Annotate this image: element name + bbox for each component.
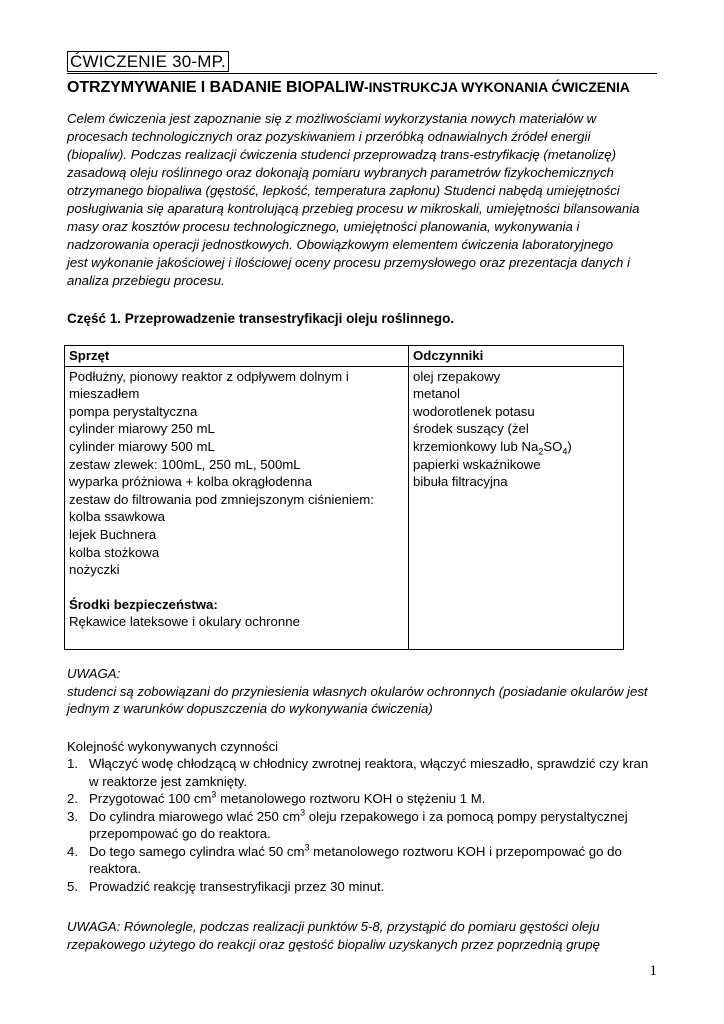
reagents-cell: olej rzepakowy metanol wodorotlenek potasu środek suszący (żel krzemionkowy lub $Na_2SO_4$) papierki wskaźnikowe bibuła filtracyjna xyxy=(409,366,624,649)
title-sub: -INSTRUKCJA WYKONANIA ĆWICZENIA xyxy=(364,79,630,95)
equipment-cell: Podłużny, pionowy reaktor z odpływem dolnym i mieszadłem pompa perystaltyczna cylinder miarowy 250 mL cylinder miarowy 500 mL zestaw zlewek: 100mL, 250 mL, 500mL wyparka próżniowa + kolba okrągłodenna zestaw do filtrowania pod zmniejszonym ciśnieniem: kolba ssawkowa lejek Buchnera kolba stożkowa nożyczki Środki bezpieczeństwa: Rękawice lateksowe i okulary ochronne xyxy=(65,366,409,649)
document-title xyxy=(67,77,630,98)
warning-2: UWAGA: Równolegle, podczas realizacji punktów 5-8, przystąpić do pomiaru gęstości oleju rzepakowego użytego do reakcji oraz gęstość biopaliw uzyskanych przez poprzednią grupę xyxy=(67,919,600,952)
equipment-table xyxy=(64,345,624,650)
exercise-label: ĆWICZENIE 30-MP. xyxy=(67,52,229,72)
part1-heading: Część 1. Przeprowadzenie transestryfikacji oleju roślinnego. xyxy=(67,311,455,326)
step-item: 4. Do tego samego cylindra wlać 50 $cm^3$ metanolowego roztworu KOH i przepompować go do reaktora. xyxy=(67,842,622,876)
step-item: 3. Do cylindra miarowego wlać 250 $cm^3$ oleju rzepakowego i za pomocą pompy perystaltycznej przepompować go do reaktora. xyxy=(67,807,628,841)
page-number: 1 xyxy=(649,963,657,979)
step-item: 2. Przygotować 100 $cm^3$ metanolowego roztworu KOH o stężeniu 1 M. xyxy=(67,789,486,806)
steps-title: Kolejność wykonywanych czynności xyxy=(67,739,279,754)
header-rule xyxy=(67,73,657,74)
equipment-header: Sprzęt xyxy=(65,346,409,367)
step-item: 1. Włączyć wodę chłodzącą w chłodnicy zwrotnej reaktora, włączyć mieszadło, sprawdzić czy kran w reaktorze jest zamknięty. xyxy=(67,756,649,789)
intro-paragraph: Celem ćwiczenia jest zapoznanie się z możliwościami wykorzystania nowych materiałów w procesach technologicznych oraz pozyskiwaniem i przeróbką odnawialnych źródeł energii (biopaliw). Podczas realizacji ćwiczenia studenci przeprowadzą trans-estryfikację (metanolizę) zasadową oleju roślinnego oraz dokonają pomiaru wybranych parametrów fizykochemicznych otrzymanego biopaliwa (gęstość, lepkość, temperatura zapłonu) Studenci nabędą umiejętności posługiwania się aparaturą kontrolującą przebieg procesu w mikroskali, umiejętności bilansowania masy oraz kosztów procesu technologicznego, umiejętności planowania, wykonywania i nadzorowania operacji jednostkowych. Obowiązkowym elementem ćwiczenia laboratoryjnego jest wykonanie jakościowej i ilościowej oceny procesu przemysłowego oraz prezentacja danych i analiza przebiegu procesu. xyxy=(67,111,640,288)
safety-text: Rękawice lateksowe i okulary ochronne xyxy=(69,614,300,630)
reagents-header: Odczynniki xyxy=(409,346,624,367)
reagent-na2so4: krzemionkowy lub $Na_2SO_4$) xyxy=(413,438,572,457)
warning-1: UWAGA: studenci są zobowiązani do przyniesienia własnych okularów ochronnych (posiadanie okularów jest jednym z warunków dopuszczenia do wykonywania ćwiczenia) xyxy=(67,666,648,716)
title-main: OTRZYMYWANIE I BADANIE BIOPALIW xyxy=(67,79,365,96)
step-item: 5. Prowadzić reakcję transestryfikacji przez 30 minut. xyxy=(67,878,385,894)
steps-list xyxy=(67,755,667,895)
safety-title: Środki bezpieczeństwa: xyxy=(69,596,218,612)
